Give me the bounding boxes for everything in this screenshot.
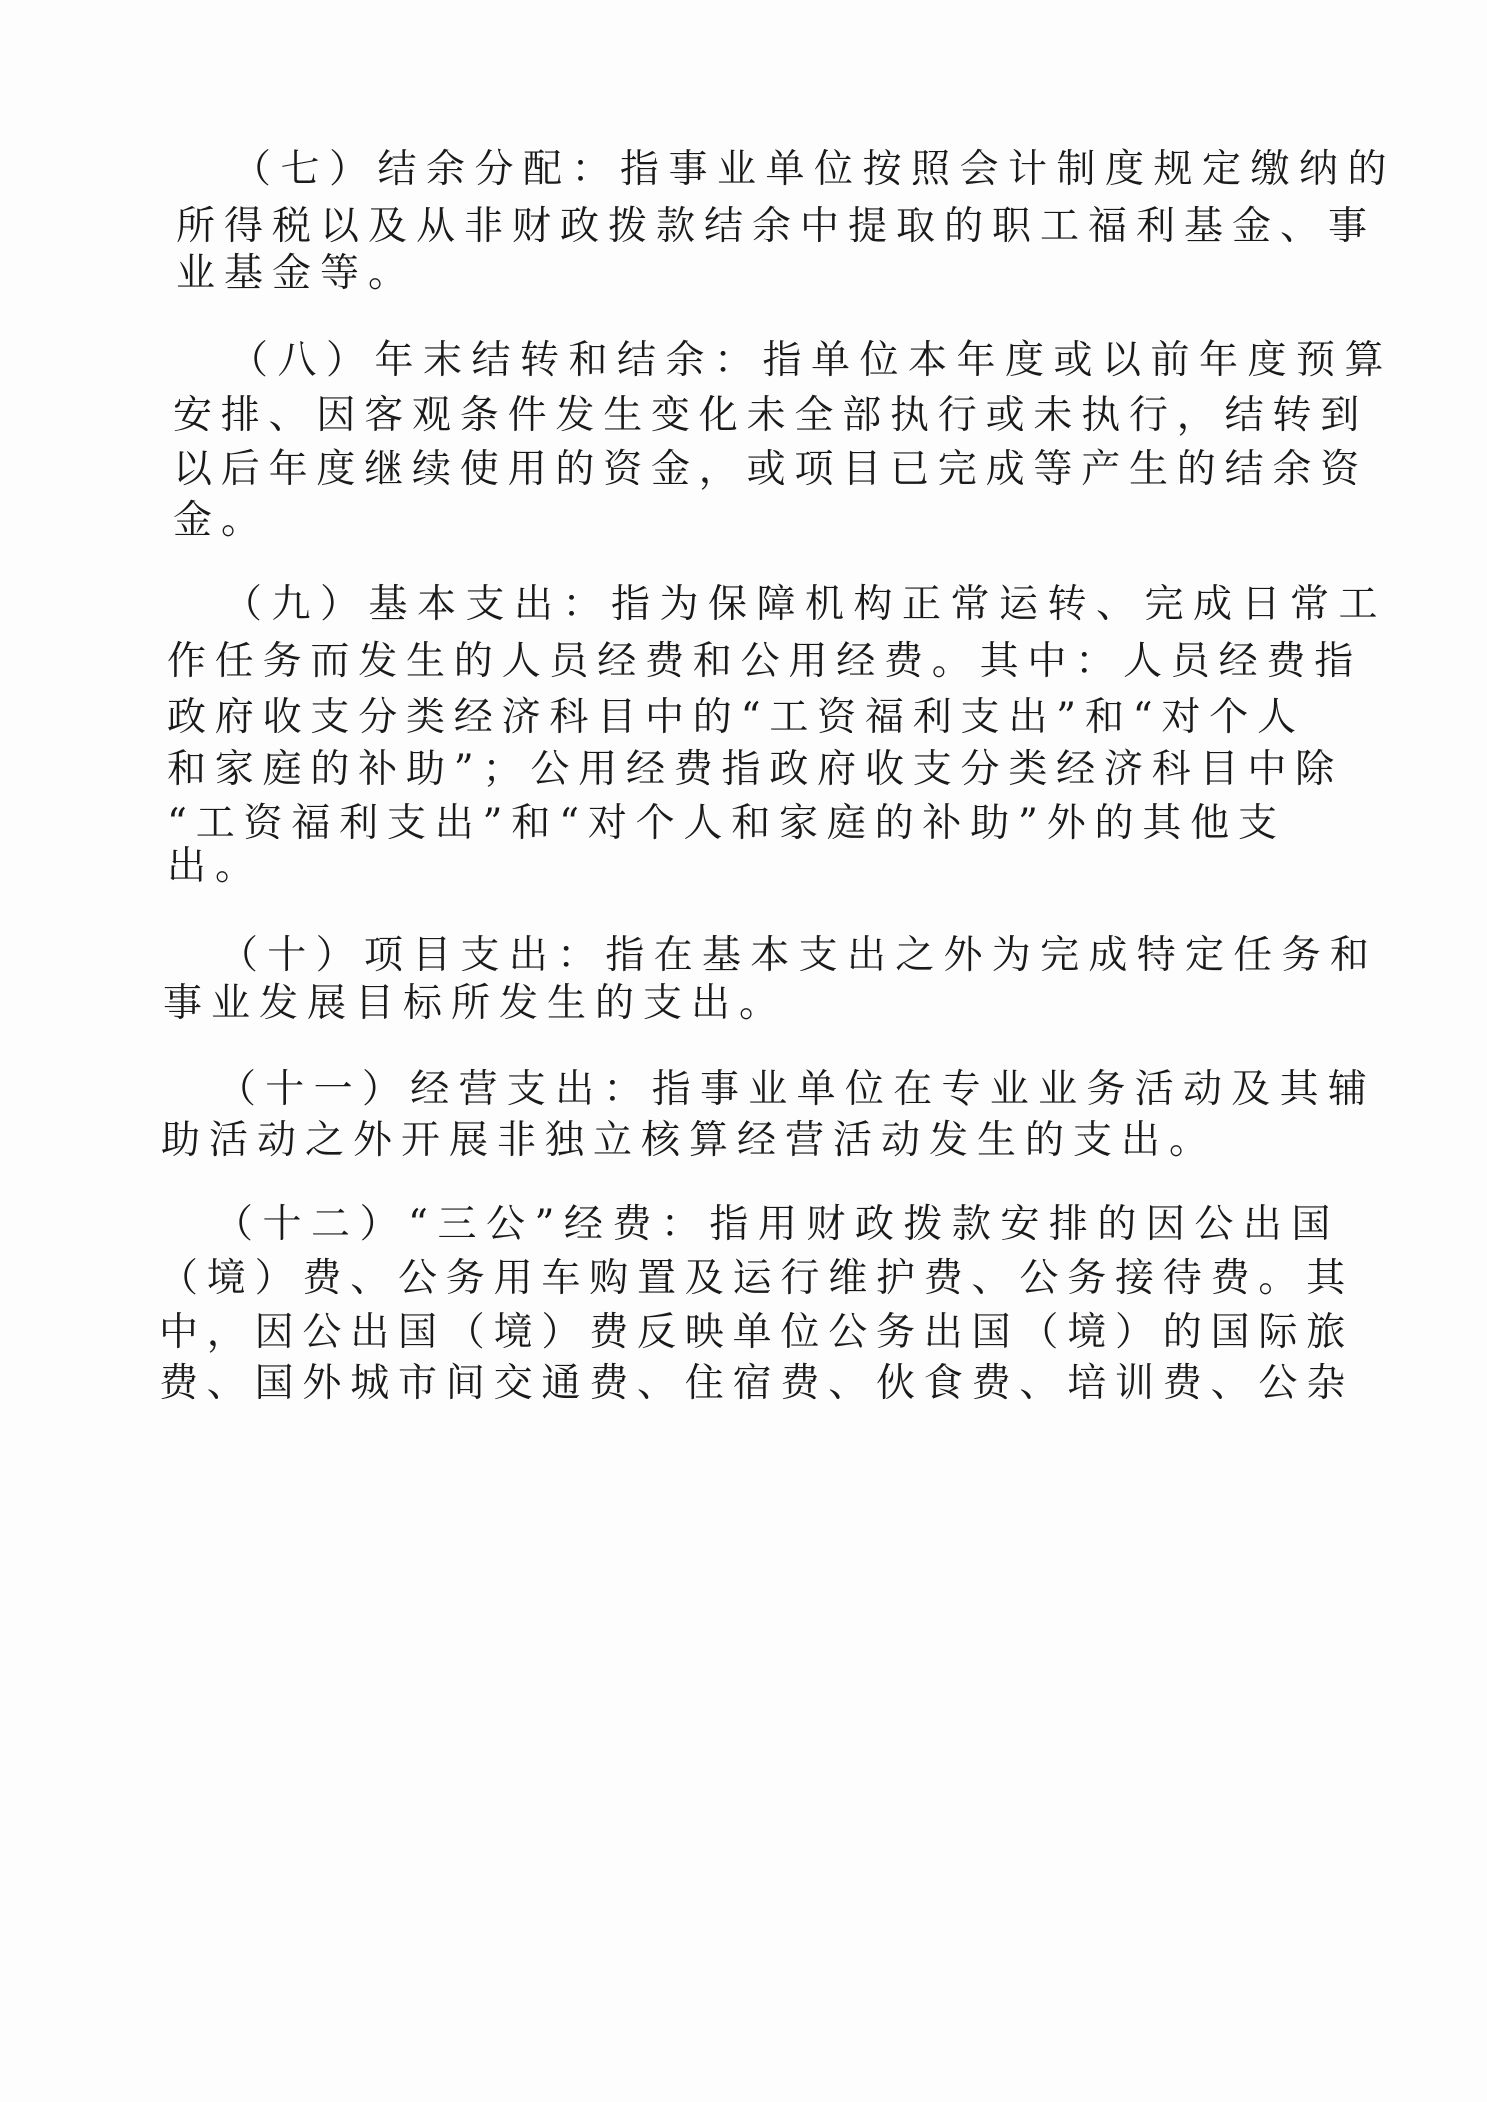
paragraph-line: 和家庭的补助”；公用经费指政府收支分类经济科目中除 <box>167 747 1343 792</box>
paragraph-line: 助活动之外开展非独立核算经营活动发生的支出。 <box>161 1118 1218 1163</box>
paragraph-line: 出。 <box>167 844 264 889</box>
paragraph-line: 所得税以及从非财政拨款结余中提取的职工福利基金、事 <box>176 204 1377 249</box>
paragraph-line: 政府收支分类经济科目中的“工资福利支出”和“对个人 <box>167 695 1305 740</box>
paragraph-line: （十二）“三公”经费：指用财政拨款安排的因公出国 <box>214 1202 1340 1247</box>
paragraph-line: 业基金等。 <box>176 251 417 296</box>
paragraph-line: （八）年末结转和结余：指单位本年度或以前年度预算 <box>229 338 1394 383</box>
paragraph-line: （十一）经营支出：指事业单位在专业业务活动及其辅 <box>217 1067 1377 1112</box>
paragraph-line: 金。 <box>173 498 270 543</box>
paragraph-line: （九）基本支出：指为保障机构正常运转、完成日常工 <box>223 582 1388 627</box>
paragraph-line: 费、国外城市间交通费、住宿费、伙食费、培训费、公杂 <box>159 1361 1355 1406</box>
paragraph-line: （七）结余分配：指事业单位按照会计制度规定缴纳的 <box>232 147 1397 192</box>
paragraph-line: 作任务而发生的人员经费和公用经费。其中：人员经费指 <box>167 639 1363 684</box>
paragraph-line: （境）费、公务用车购置及运行维护费、公务接待费。其 <box>159 1256 1355 1301</box>
paragraph-line: 事业发展目标所发生的支出。 <box>163 981 788 1026</box>
paragraph-line: 安排、因客观条件发生变化未全部执行或未执行，结转到 <box>173 393 1369 438</box>
paragraph-line: 以后年度继续使用的资金，或项目已完成等产生的结余资 <box>173 447 1369 492</box>
paragraph-line: “工资福利支出”和“对个人和家庭的补助”外的其他支 <box>167 801 1286 846</box>
paragraph-line: （十）项目支出：指在基本支出之外为完成特定任务和 <box>219 933 1379 978</box>
paragraph-line: 中，因公出国（境）费反映单位公务出国（境）的国际旅 <box>159 1310 1355 1355</box>
